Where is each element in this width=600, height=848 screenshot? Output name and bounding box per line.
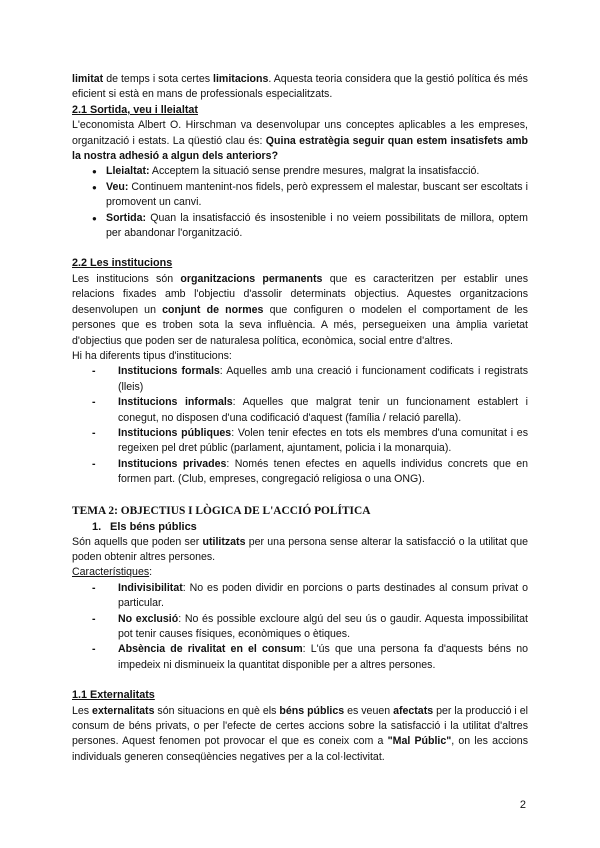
characteristics-list bbox=[72, 581, 528, 673]
list-item: - Absència de rivalitat en el consum: L'ús que una persona fa d'aquests béns no impedeix ni disminueix la quantitat disponible per a altres persones. bbox=[92, 642, 528, 673]
institution-types-intro: Hi ha diferents tipus d'institucions: bbox=[72, 349, 232, 362]
subsection-heading-1: 1. Els béns públics bbox=[92, 520, 197, 533]
list-item: ● Sortida: Quan la insatisfacció és insostenible i no veiem possibilitats de millora, optem per abandonar l'organització. bbox=[94, 211, 528, 242]
list-item: - Institucions públiques: Volen tenir efectes en tots els membres d'una comunitat i es regeixen pel dret públic (parlament, ajuntament, policia i la monarquia). bbox=[92, 426, 528, 457]
section-heading-1-1: 1.1 Externalitats bbox=[72, 689, 155, 702]
list-item: - Indivisibilitat: No es poden dividir en porcions o parts destinades al consum privat o particular. bbox=[92, 581, 528, 612]
list-item: ● Lleialtat: Acceptem la situació sense prendre mesures, malgrat la insatisfacció. bbox=[94, 164, 528, 179]
list-item: - No exclusió: No és possible excloure algú del seu ús o gaudir. Aquesta impossibilitat pot tenir causes físiques, econòmiques o ètiques. bbox=[92, 612, 528, 643]
list-item: ● Veu: Continuem mantenint-nos fidels, però expressem el malestar, buscant ser escoltats i promovent un canvi. bbox=[94, 180, 528, 211]
strategy-list bbox=[72, 164, 528, 241]
section-heading-2-2: 2.2 Les institucions bbox=[72, 257, 173, 270]
section-2-1-paragraph: L'economista Albert O. Hirschman va desenvolupar uns conceptes aplicables a les empreses, organització i estats. La qüestió clau és: Quina estratègia seguir quan estem insatisfets amb la nostra adhesió a algun dels anteriors? bbox=[72, 119, 528, 163]
section-heading-2-1: 2.1 Sortida, veu i lleialtat bbox=[72, 103, 199, 116]
characteristics-label: Característiques: bbox=[72, 566, 153, 579]
list-item: - Institucions informals: Aquelles que malgrat tenir un funcionament establert i conegut, no disposen d'una codificació d'aquest (família / relació parella). bbox=[92, 395, 528, 426]
list-item: - Institucions privades: Només tenen efectes en aquells individus concrets que en formen part. (Club, empreses, congregació religiosa o una ONG). bbox=[92, 457, 528, 488]
list-item: - Institucions formals: Aquelles amb una creació i funcionament codificats i registrats (lleis) bbox=[92, 364, 528, 395]
public-goods-paragraph: Són aquells que poden ser utilitzats per una persona sense alterar la satisfacció o la utilitat que poden obtenir altres persones. bbox=[72, 535, 528, 563]
chapter-title: TEMA 2: OBJECTIUS I LÒGICA DE L'ACCIÓ POLÍTICA bbox=[72, 504, 371, 517]
intro-paragraph: limitat de temps i sota certes limitacions. Aquesta teoria considera que la gestió política és més eficient si està en mans de professionals especialitzats. bbox=[72, 73, 528, 101]
institution-list bbox=[72, 364, 528, 487]
externalities-paragraph: Les externalitats són situacions en què els béns públics es veuen afectats per la producció i el consum de béns privats, o per l'efecte de certes accions sobre la satisfacció i la utilitat d'altres persones. Aquest fenomen pot provocar el que es coneix com a "Mal Públic", on les accions individuals generen conseqüències negatives per a la col·lectivitat. bbox=[72, 704, 528, 763]
page-number: 2 bbox=[519, 799, 526, 811]
section-2-2-paragraph: Les institucions són organitzacions permanents que es caracteritzen per establir unes relacions fixades amb l'objectiu d'assolir determinats objectius. Aquestes organitzacions desenvolupen un conjunt de normes que configuren o modelen el comportament de les persones que es troben sota la seva influència. A més, persegueixen una àmplia varietat d'objectius que poden ser de naturalesa política, econòmica, social entre d'altres. bbox=[72, 272, 528, 347]
